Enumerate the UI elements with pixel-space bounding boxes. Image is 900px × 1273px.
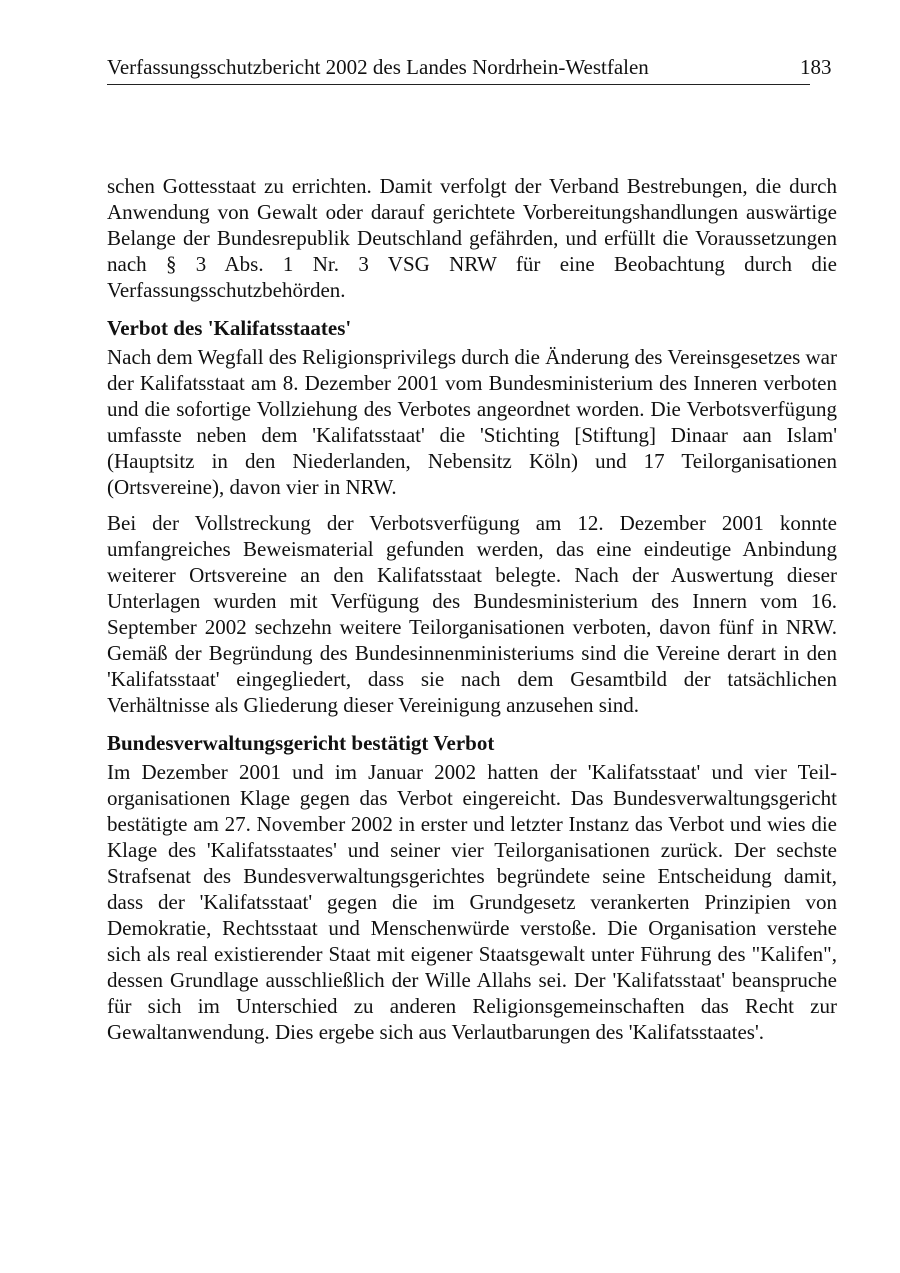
section-heading-bundesverwaltungsgericht: Bundesverwaltungsgericht bestätigt Verbot (107, 731, 495, 755)
body-text (107, 173, 837, 1045)
paragraph-continuation: schen Gottesstaat zu errichten. Damit verfolgt der Verband Bestrebungen, die durch Anwendung von Gewalt oder darauf gerichtete Vorbereitungshandlungen auswärtige Belange der Bundesrepublik Deutschland gefährden, und erfüllt die Voraussetzungen nach § 3 Abs. 1 Nr. 3 VSG NRW für eine Beobachtung durch die Verfassungsschutzbehörden. (107, 174, 837, 302)
paragraph-vollstreckung: Bei der Vollstreckung der Verbotsverfügung am 12. Dezember 2001 konnte umfangreiches Beweismaterial gefunden werden, das eine eindeutige Anbindung weiterer Ortsvereine an den Kalifatsstaat belegte. Nach der Auswertung dieser Unterlagen wurden mit Verfügung des Bundesministerium des Innern vom 16. September 2002 sechzehn weitere Teilorganisationen verboten, davon fünf in NRW. Gemäß der Begründung des Bundesinnenministeriums sind die Vereine derart in den 'Kalifatsstaat' eingegliedert, dass sie nach dem Gesamtbild der tatsächlichen Verhältnisse als Gliederung dieser Vereinigung anzusehen sind. (107, 511, 837, 717)
section-heading-verbot: Verbot des 'Kalifatsstaates' (107, 316, 352, 340)
paragraph-verbot: Nach dem Wegfall des Religionsprivilegs durch die Änderung des Vereinsgesetzes war der Kalifatsstaat am 8. Dezember 2001 vom Bundesministerium des Inneren verboten und die sofortige Vollziehung des Verbotes angeordnet worden. Die Verbotsverfügung umfasste neben dem 'Kalifatsstaat' die 'Stichting [Stiftung] Dinaar aan Islam' (Hauptsitz in den Niederlanden, Nebensitz Köln) und 17 Teilorganisationen (Ortsvereine), davon vier in NRW. (107, 345, 837, 499)
page-number: 183 (800, 55, 832, 79)
running-header (107, 52, 832, 85)
running-title: Verfassungsschutzbericht 2002 des Landes Nordrhein-Westfalen (107, 55, 649, 79)
paragraph-klage: Im Dezember 2001 und im Januar 2002 hatten der 'Kalifatsstaat' und vier Teilorganisationen Klage gegen das Verbot eingereicht. Das Bundesverwaltungsgericht bestätigte am 27. November 2002 in erster und letzter Instanz das Verbot und wies die Klage des 'Kalifatsstaates' und seiner vier Teilorganisationen zurück. Der sechste Strafsenat des Bundesverwaltungsgerichtes begründete seine Entscheidung damit, dass der 'Kalifatsstaat' gegen die im Grundgesetz verankerten Prinzipien von Demokratie, Rechtsstaat und Menschenwürde verstoße. Die Organisation verstehe sich als real existierender Staat mit eigener Staatsgewalt unter Führung des "Kalifen", dessen Grundlage ausschließlich der Wille Allahs sei. Der 'Kalifatsstaat' beanspruche für sich im Unterschied zu anderen Religionsgemeinschaften das Recht zur Gewaltanwendung. Dies ergebe sich aus Verlautbarungen des 'Kalifatsstaates'. (107, 760, 837, 1044)
